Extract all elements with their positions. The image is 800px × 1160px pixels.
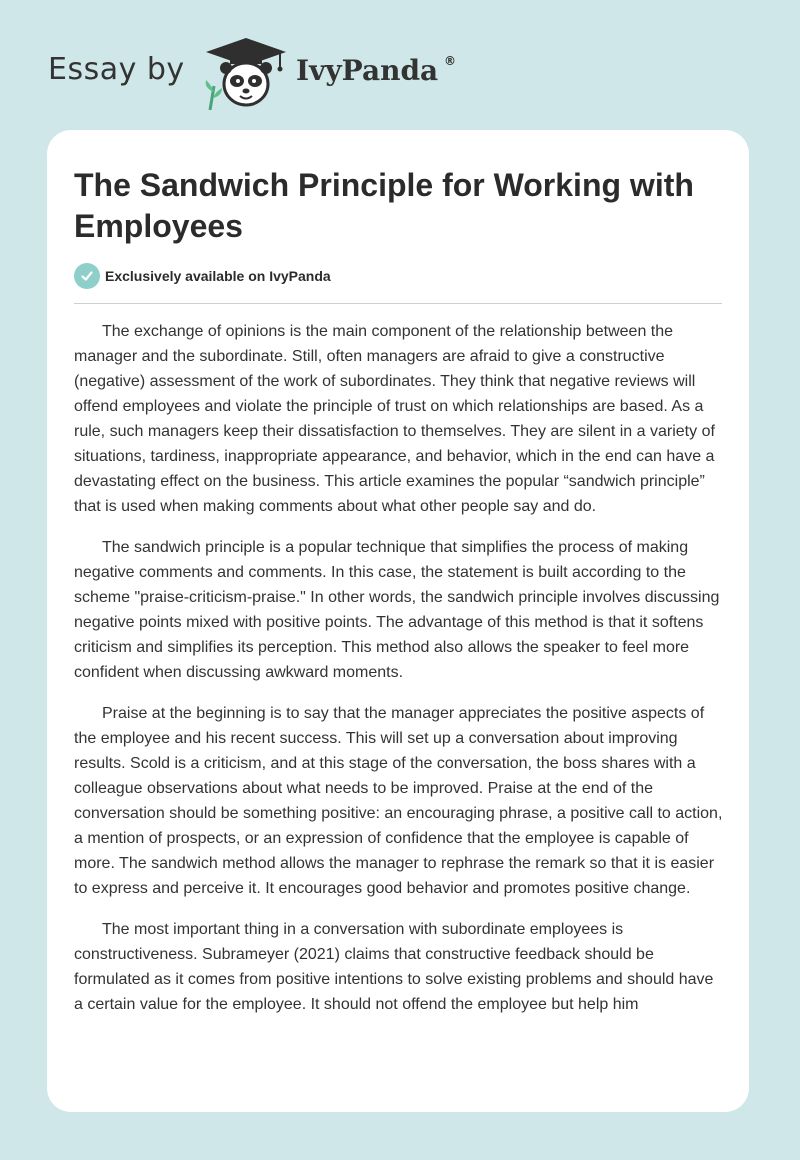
paragraph: The sandwich principle is a popular technique that simplifies the process of making negative comments and comments. In this case, the statement is built according to the scheme "praise-criticism-praise." In other words, the sandwich principle involves discussing negative points mixed with positive points. The advantage of this method is that it softens criticism and simplifies its perception. This method also allows the speaker to feel more confident when discussing awkward moments. [74, 539, 720, 681]
site-header [0, 0, 800, 130]
page-title: The Sandwich Principle for Working with Employees [74, 167, 694, 244]
brand-prefix: Essay by [48, 52, 185, 87]
essay-card [47, 130, 749, 1112]
checkmark-circle-icon [74, 263, 100, 289]
article-body [74, 319, 726, 1033]
paragraph: The exchange of opinions is the main component of the relationship between the manager and the subordinate. Still, often managers are afraid to give a constructive (negative) assessment of the work of subordinates. They think that negative reviews will offend employees and violate the principle of trust on which relationships are based. As a rule, such managers keep their dissatisfaction to themselves. They are silent in a variety of situations, tardiness, inappropriate appearance, and behavior, which in the end can have a devastating effect on the business. This article examines the popular “sandwich principle” that is used when making comments about what other people say and do. [74, 323, 715, 515]
paragraph: The most important thing in a conversation with subordinate employees is constructiveness. Subrameyer (2021) claims that constructive feedback should be formulated as it comes from positive intentions to solve existing problems and should have a certain value for the employee. It should not offend the employee but help him [74, 921, 714, 1013]
paragraph: Praise at the beginning is to say that the manager appreciates the positive aspects of the employee and his recent success. This will set up a conversation about improving results. Scold is a criticism, and at this stage of the conversation, the boss shares with a colleague observations about what needs to be improved. Praise at the end of the conversation should be something positive: an encouraging phrase, a positive call to action, a mention of prospects, or an expression of confidence that the employee is capable of more. The sandwich method allows the manager to rephrase the remark so that it is easier to express and perceive it. It encourages good behavior and promotes positive change. [74, 705, 723, 897]
registered-mark: ® [444, 54, 456, 68]
exclusive-badge [74, 263, 331, 289]
brand-name[interactable]: IvyPanda [296, 54, 439, 87]
panda-graduate-logo-icon[interactable] [200, 36, 292, 110]
divider [74, 303, 722, 304]
exclusive-label: Exclusively available on IvyPanda [105, 268, 331, 284]
